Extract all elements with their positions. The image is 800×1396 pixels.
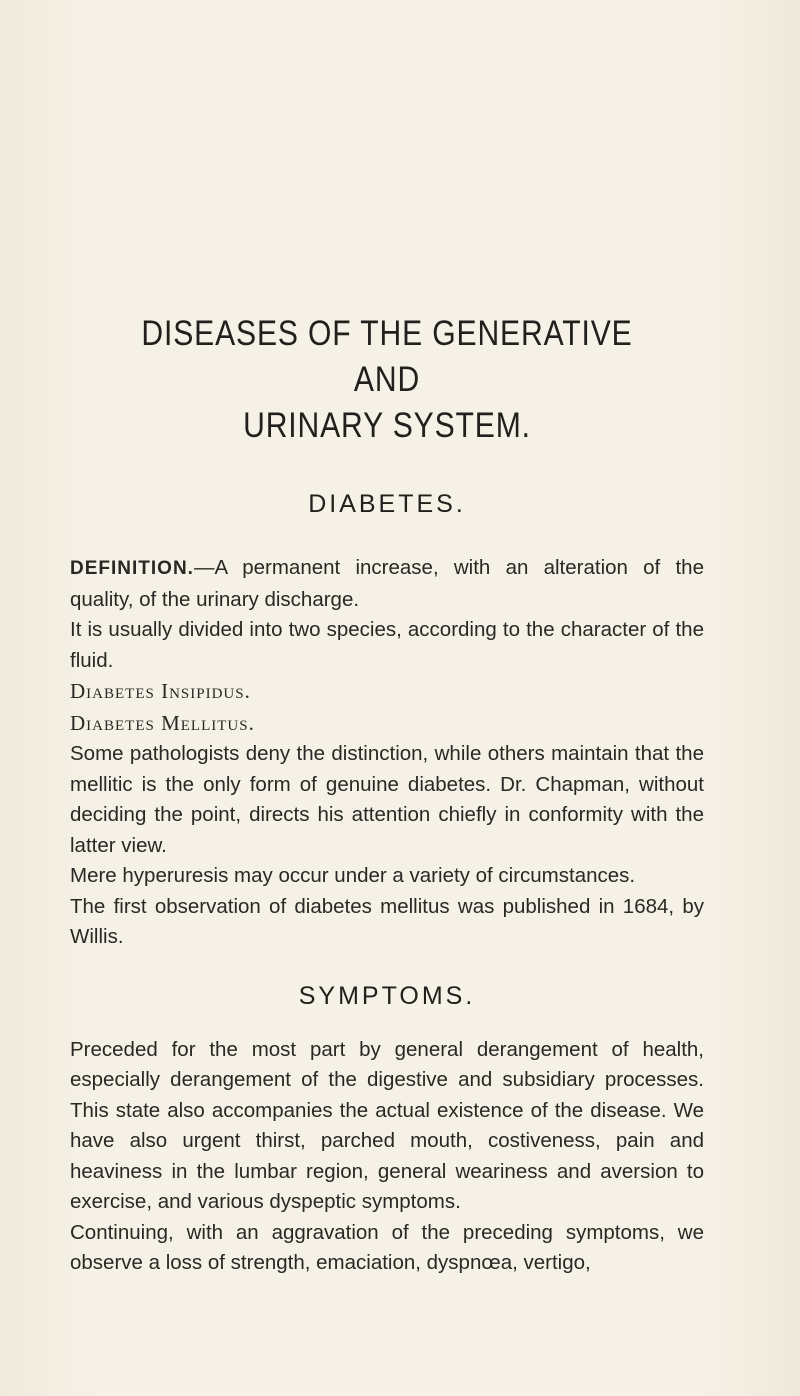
species-item-mellitus [70,708,704,740]
section-heading-diabetes: DIABETES. [308,490,466,518]
species-name-insipidus: Diabetes Insipidus. [70,679,251,703]
species-paragraph: It is usually divided into two species, according to the character of the fluid. [70,618,704,672]
species-item-insipidus [70,676,704,708]
chapter-title-line-2: URINARY SYSTEM. [243,406,531,445]
section-heading-symptoms: SYMPTOMS. [298,981,476,1010]
chapter-title [114,0,659,449]
species-name-mellitus: Diabetes Mellitus. [70,710,255,735]
first-observation-paragraph: The first observation of diabetes mellitus was published in 1684, by Willis. [70,894,704,948]
pathologists-paragraph: Some pathologists deny the distinction, while others maintain that the mellitic is the only form of genuine diabetes. Dr. Chapman, without deciding the point, directs his attention chiefly in conformity with the latter view. [70,742,704,857]
definition-term: DEFINITION. [70,558,194,579]
chapter-title-line-1: DISEASES OF THE GENERATIVE AND [141,314,633,399]
hyperuresis-paragraph: Mere hyperuresis may occur under a variety of circumstances. [70,864,636,887]
definition-paragraph [70,553,704,615]
preceded-paragraph: Preceded for the most part by general derangement of health, especially derangement of the digestive and subsidiary processes. This state also accompanies the actual existence of the disease. We have also urgent thirst, parched mouth, costiveness, pain and heaviness in the lumbar region, general weariness and aversion to exercise, and various dyspeptic symptoms. [70,1037,704,1213]
continuing-paragraph: Continuing, with an aggravation of the preceding symptoms, we observe a loss of strength, emaciation, dyspnœa, vertigo, [70,1220,704,1274]
definition-text: —A permanent increase, with an alteration of the quality, of the urinary discharge. [70,556,704,611]
